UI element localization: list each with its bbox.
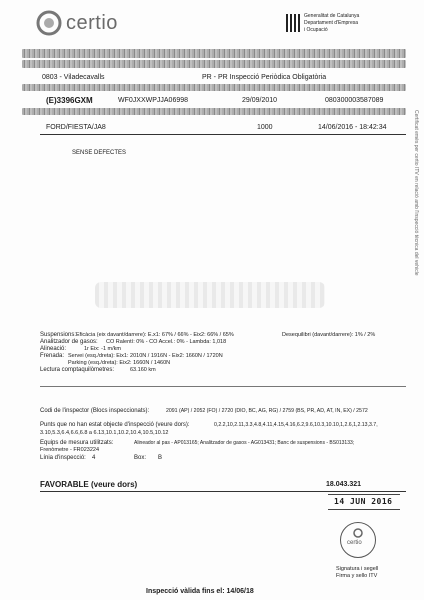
odometer-value: 63.160 km [130, 367, 156, 373]
defects-status: SENSE DEFECTES [72, 150, 127, 156]
certio-logo [36, 10, 156, 36]
parking-brake-value: Parking (esq./dreta): Eix2: 1660N / 1460N [68, 360, 171, 366]
verdict-favorable: FAVORABLE (veure dors) [40, 480, 138, 489]
uninspected-points-label: Punts que no han estat objecte d'inspecció (veure dors): [40, 422, 190, 428]
validity-date: Inspecció vàlida fins el: 14/06/18 [146, 588, 254, 595]
uninspected-points-value-2: 3.10,5.3,6.4,6.6,6.8 a 6.13,10.1,10.2,10.4,10.5,10.12 [40, 430, 169, 436]
equipment-value-2: Frenòmetre - FR023224 [40, 447, 99, 453]
agency-line-2: Departament d'Empresa [304, 20, 359, 26]
stamp-date: 14 JUN 2016 [334, 497, 393, 506]
odometer-label: Lectura comptaquilòmetres: [40, 367, 115, 373]
inspection-line-label: Línia d'inspecció: [40, 455, 86, 461]
station: 0803 - Viladecavalls [42, 74, 105, 81]
seal-logo-icon [353, 528, 363, 538]
inspector-value: 2091 (AP) / 2052 (FO) / 2720 (DIO, BC, AG, RG) / 2759 (BS, PR, AD, AT, IN, EX) / 2572 [166, 408, 368, 414]
side-legal-text-content: Certificat emès per certio ITV en relació amb l'inspecció tècnica del vehicle [413, 110, 419, 276]
inspector-label: Codi de l'inspector (Blocs inspeccionats): [40, 408, 150, 414]
agency-line-1: Generalitat de Catalunya [304, 13, 360, 19]
redacted-band [22, 108, 406, 115]
uninspected-points-value: 0,2.2,10,2.11,3.3,4.8,4.11,4.15,4.16,6.2,9.6,10.3,10.10,1,2.6,1,2.13,3.7, [214, 422, 378, 428]
brake-label: Frenada: [40, 353, 65, 359]
suspension-value: Eficàcia (eix davant/darrere): E.x1: 67% / 66% - Eix2: 66% / 65% [76, 332, 234, 338]
gas-analyzer-value: CO Ralentí: 0% - CO Accel.: 0% - Lambda: 1,018 [106, 339, 227, 345]
alignment-value: 1r Eix: -1 m/km [84, 346, 121, 352]
box-label: Box: [134, 455, 147, 461]
certio-seal [340, 522, 376, 558]
suspension-label: Suspensions: [40, 332, 77, 338]
row-divider [40, 134, 406, 135]
vin: WF0JXXWPJJA06998 [118, 97, 189, 104]
equipment-value: Alineador al pas - AP013165; Analitzador de gasos - AG013431; Banc de suspensions - BS013133; [134, 440, 355, 446]
gas-analyzer-label: Analitzador de gasos: [40, 339, 98, 345]
vehicle-model: FORD/FIESTA/JA8 [46, 124, 106, 131]
certificate-number: 080300003587089 [325, 97, 384, 104]
government-emblem-icon [286, 14, 300, 32]
verdict-divider [40, 491, 406, 492]
registration-date: 29/09/2010 [242, 97, 278, 104]
inspection-line-value: 4 [92, 455, 96, 461]
redacted-band [22, 84, 406, 91]
mileage: 1000 [257, 124, 273, 131]
inspection-datetime: 14/06/2016 - 18:42:34 [318, 124, 387, 131]
imbalance-value: Desequilibri (davant/darrere): 1% / 2% [282, 332, 376, 338]
certio-logo-mark-icon [36, 10, 62, 36]
watermark [95, 282, 325, 308]
service-brake-value: Servei (esq./dreta): Eix1: 2010N / 1916N - Eix2: 1660N / 1720N [68, 353, 223, 359]
redacted-band [22, 60, 406, 68]
equipment-label: Equips de mesura utilitzats: [40, 440, 114, 446]
seal-caption-1: Signatura i segell [336, 566, 379, 572]
redacted-band [22, 49, 406, 58]
agency-line-3: i Ocupació [304, 27, 328, 33]
agency-block [286, 12, 404, 38]
inspection-type: PR - PR Inspecció Periòdica Obligatòria [202, 74, 327, 81]
side-legal-text [412, 110, 420, 490]
sticker-serial: 18.043.321 [326, 481, 362, 488]
brand-name: certio [66, 12, 118, 34]
plate-number: (E)3396GXM [46, 96, 93, 105]
box-value: B [158, 455, 163, 461]
section-divider [40, 386, 406, 387]
seal-caption-2: Firma y sello ITV [336, 573, 378, 579]
seal-brand: certio [347, 540, 362, 546]
alignment-label: Alineació: [40, 346, 67, 352]
date-stamp [328, 494, 400, 510]
